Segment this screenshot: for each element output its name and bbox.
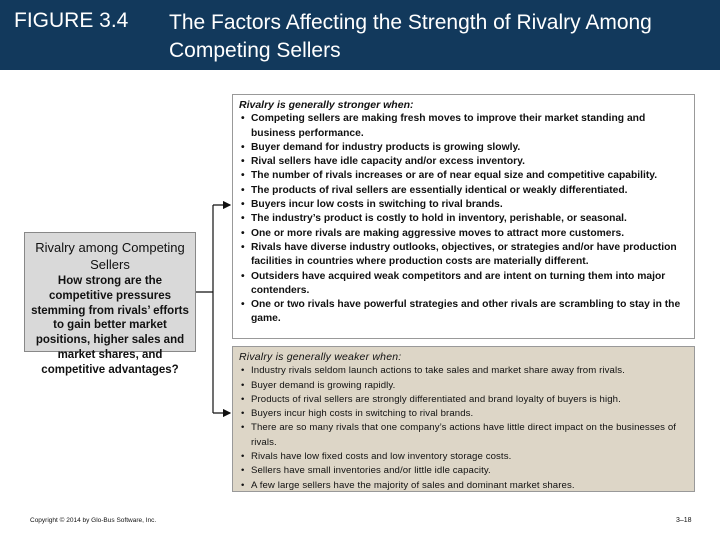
bullet-item bbox=[239, 464, 688, 478]
bullet-icon: • bbox=[241, 465, 245, 477]
bullet-icon: • bbox=[241, 213, 245, 225]
bullet-icon: • bbox=[241, 270, 245, 282]
bullet-text: Rival sellers have idle capacity and/or excess inventory. bbox=[251, 156, 525, 168]
bullet-text: One or more rivals are making aggressive moves to attract more customers. bbox=[251, 227, 625, 239]
bullet-icon: • bbox=[241, 422, 245, 434]
weaker-heading: Rivalry is generally weaker when: bbox=[239, 351, 402, 363]
bullet-item bbox=[239, 212, 688, 226]
copyright-text: Copyright © 2014 by Glo-Bus Software, Inc. bbox=[30, 517, 157, 524]
bullet-item bbox=[239, 393, 688, 407]
bullet-text: Outsiders have acquired weak competitors and are intent on turning them into major contenders. bbox=[251, 270, 666, 296]
bullet-icon: • bbox=[241, 379, 245, 391]
bullet-item bbox=[239, 198, 688, 212]
bullet-item bbox=[239, 270, 688, 299]
bullet-icon: • bbox=[241, 227, 245, 239]
bullet-icon: • bbox=[241, 113, 245, 125]
stronger-rivalry-box bbox=[232, 94, 695, 339]
bullet-icon: • bbox=[241, 141, 245, 153]
bullet-item bbox=[239, 227, 688, 241]
bullet-icon: • bbox=[241, 393, 245, 405]
bullet-item bbox=[239, 141, 688, 155]
bullet-icon: • bbox=[241, 299, 245, 311]
weaker-rivalry-box bbox=[232, 346, 695, 492]
bullet-icon: • bbox=[241, 170, 245, 182]
center-box-description: How strong are the competitive pressures stemming from rivals’ efforts to gain better market positions, higher sales and market shares, and competitive advantages? bbox=[31, 275, 189, 376]
bullet-item bbox=[239, 364, 688, 378]
bullet-text: Buyer demand for industry products is growing slowly. bbox=[251, 141, 521, 153]
bullet-icon: • bbox=[241, 241, 245, 253]
weaker-list bbox=[239, 364, 688, 493]
bullet-text: Sellers have small inventories and/or little idle capacity. bbox=[251, 465, 491, 477]
bullet-text: Rivals have diverse industry outlooks, objectives, or strategies and/or have production facilities in countries where production costs are materially different. bbox=[251, 241, 677, 268]
bullet-text: The number of rivals increases or are of near equal size and competitive capability. bbox=[251, 170, 658, 182]
bullet-item bbox=[239, 421, 688, 450]
bullet-text: Rivals have low fixed costs and low inventory storage costs. bbox=[251, 451, 512, 463]
bullet-text: Competing sellers are making fresh moves to improve their market standing and business performance. bbox=[251, 113, 646, 139]
bullet-item bbox=[239, 479, 688, 493]
page-number: 3–18 bbox=[676, 517, 692, 524]
bullet-item bbox=[239, 112, 688, 141]
bullet-item bbox=[239, 155, 688, 169]
bullet-icon: • bbox=[241, 199, 245, 211]
figure-label: FIGURE 3.4 bbox=[14, 9, 129, 32]
bullet-item bbox=[239, 407, 688, 421]
bullet-item bbox=[239, 241, 688, 270]
bullet-icon: • bbox=[241, 451, 245, 463]
bullet-text: Industry rivals seldom launch actions to take sales and market share away from rivals. bbox=[251, 365, 625, 377]
figure-title: The Factors Affecting the Strength of Rivalry Among Competing Sellers bbox=[169, 11, 652, 62]
bullet-text: Buyers incur high costs in switching to rival brands. bbox=[251, 408, 474, 420]
bullet-item bbox=[239, 450, 688, 464]
bullet-text: A few large sellers have the majority of sales and dominant market shares. bbox=[251, 479, 575, 491]
bullet-icon: • bbox=[241, 184, 245, 196]
center-box-title: Rivalry among Competing Sellers bbox=[35, 240, 185, 272]
bullet-icon: • bbox=[241, 156, 245, 168]
bullet-text: There are so many rivals that one company’s actions have little direct impact on the businesses of rivals. bbox=[251, 422, 677, 448]
bullet-text: The industry’s product is costly to hold in inventory, perishable, or seasonal. bbox=[251, 213, 627, 225]
stronger-heading: Rivalry is generally stronger when: bbox=[239, 99, 414, 111]
bullet-item bbox=[239, 184, 688, 198]
bullet-icon: • bbox=[241, 408, 245, 420]
stronger-list bbox=[239, 112, 688, 326]
bullet-item bbox=[239, 298, 688, 327]
bullet-text: Buyers incur low costs in switching to rival brands. bbox=[251, 199, 503, 211]
bullet-text: Products of rival sellers are strongly differentiated and brand loyalty of buyers is high. bbox=[251, 393, 621, 405]
bullet-text: The products of rival sellers are essentially identical or weakly differentiated. bbox=[251, 184, 628, 196]
bullet-item bbox=[239, 169, 688, 183]
bullet-text: One or two rivals have powerful strategies and other rivals are scrambling to stay in the game. bbox=[251, 299, 681, 325]
bullet-icon: • bbox=[241, 479, 245, 491]
bullet-text: Buyer demand is growing rapidly. bbox=[251, 379, 396, 391]
bullet-item bbox=[239, 379, 688, 393]
bullet-icon: • bbox=[241, 365, 245, 377]
